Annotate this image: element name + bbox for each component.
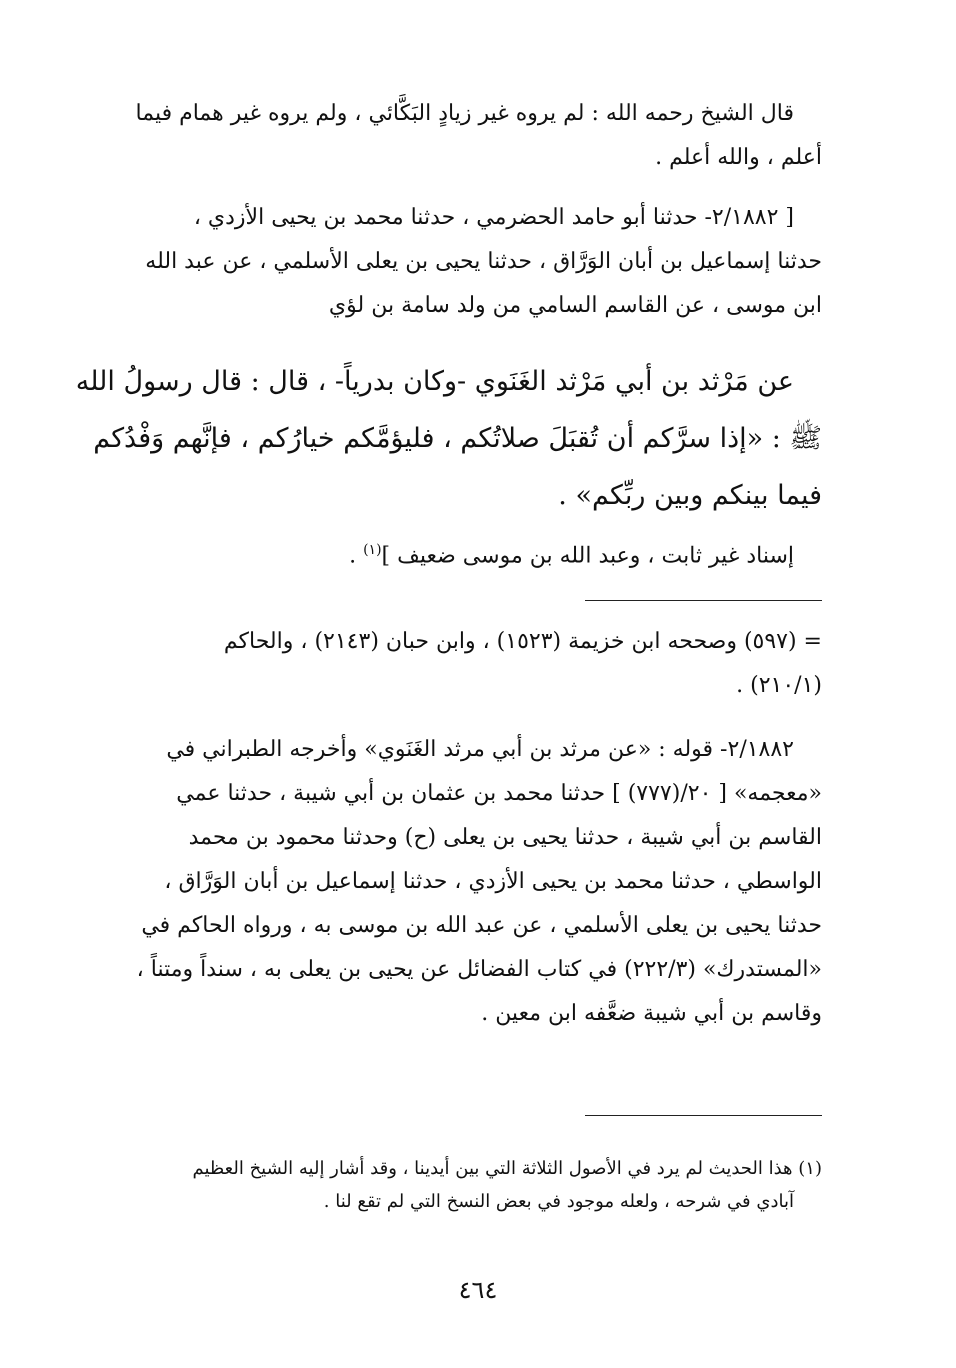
footnote-separator — [585, 1115, 822, 1116]
paragraph-isnad — [112, 196, 822, 328]
text-line: ٢/١٨٨٢- قوله : «عن مرثد بن أبي مرثد الغَنَوي» وأخرجه الطبراني في — [166, 737, 794, 762]
hadith-text — [75, 353, 822, 524]
footnote-takhrij — [112, 728, 822, 1036]
page-number: ٤٦٤ — [458, 1276, 498, 1304]
text-line: [ ٢/١٨٨٢- حدثنا أبو حامد الحضرمي ، حدثنا محمد بن يحيى الأزدي ، — [193, 205, 794, 230]
text-line: ﷺ : «إذا سرَّكم أن تُقبَلَ صلاتُكم ، فليؤمَّكم خيارُكم ، فإنَّهم وَفْدُكم — [93, 423, 822, 454]
footnote-separator — [585, 600, 822, 601]
text-line: عن مَرْثد بن أبي مَرْثد الغَنَوي -وكان بدرياً- ، قال : قال رسولُ الله — [75, 366, 794, 397]
text-line: وقاسم بن أبي شيبة ضعَّفه ابن معين . — [481, 1001, 822, 1026]
footnote-ref: (١) — [363, 542, 382, 558]
text-line: = (٥٩٧) وصححه ابن خزيمة (١٥٢٣) ، وابن حبان (٢١٤٣) ، والحاكم — [223, 629, 822, 654]
grading-text: إسناد غير ثابت ، وعبد الله بن موسى ضعيف ] — [381, 543, 794, 569]
text-line: «معجمه» [ ٢٠/(٧٧٧) ] حدثنا محمد بن عثمان بن أبي شيبة ، حدثنا عمي — [176, 781, 822, 806]
text-line: «المستدرك» (٢٢٢/٣) في كتاب الفضائل عن يحيى بن يعلى به ، سنداً ومتناً ، — [136, 957, 822, 982]
text-line: حدثنا يحيى بن يعلى الأسلمي ، عن عبد الله بن موسى به ، ورواه الحاكم في — [141, 913, 822, 938]
text-line: القاسم بن أبي شيبة ، حدثنا يحيى بن يعلى (ح) وحدثنا محمود بن محمد — [188, 825, 822, 850]
text-line: فيما بينكم وبين ربِّكم» . — [558, 480, 822, 511]
footnote-1 — [112, 1152, 822, 1218]
text-line: قال الشيخ رحمه الله : لم يروه غير زيادٍ البَكَّائي ، ولم يروه غير همام فيما — [135, 101, 794, 126]
paragraph-sheikh-comment — [112, 92, 822, 180]
text-line: حدثنا إسماعيل بن أبان الوَرَّاق ، حدثنا يحيى بن يعلى الأسلمي ، عن عبد الله — [145, 249, 822, 274]
text-line: أعلم ، والله أعلم . — [655, 145, 822, 170]
text-line: (١) هذا الحديث لم يرد في الأصول الثلاثة التي بين أيدينا ، وقد أشار إليه الشيخ العظيم — [192, 1158, 822, 1179]
text-line: الواسطي ، حدثنا محمد بن يحيى الأزدي ، حدثنا إسماعيل بن أبان الوَرَّاق ، — [164, 869, 822, 894]
isnad-grading-note — [112, 528, 822, 578]
text-line: (٢١٠/١) . — [736, 673, 822, 698]
text-line: آبادي في شرحه ، ولعله موجود في بعض النسخ التي لم تقع لنا . — [323, 1191, 794, 1212]
grading-end: . — [349, 543, 364, 569]
text-line: ابن موسى ، عن القاسم السامي من ولد سامة بن لؤي — [328, 293, 822, 318]
footnote-continuation — [112, 620, 822, 708]
